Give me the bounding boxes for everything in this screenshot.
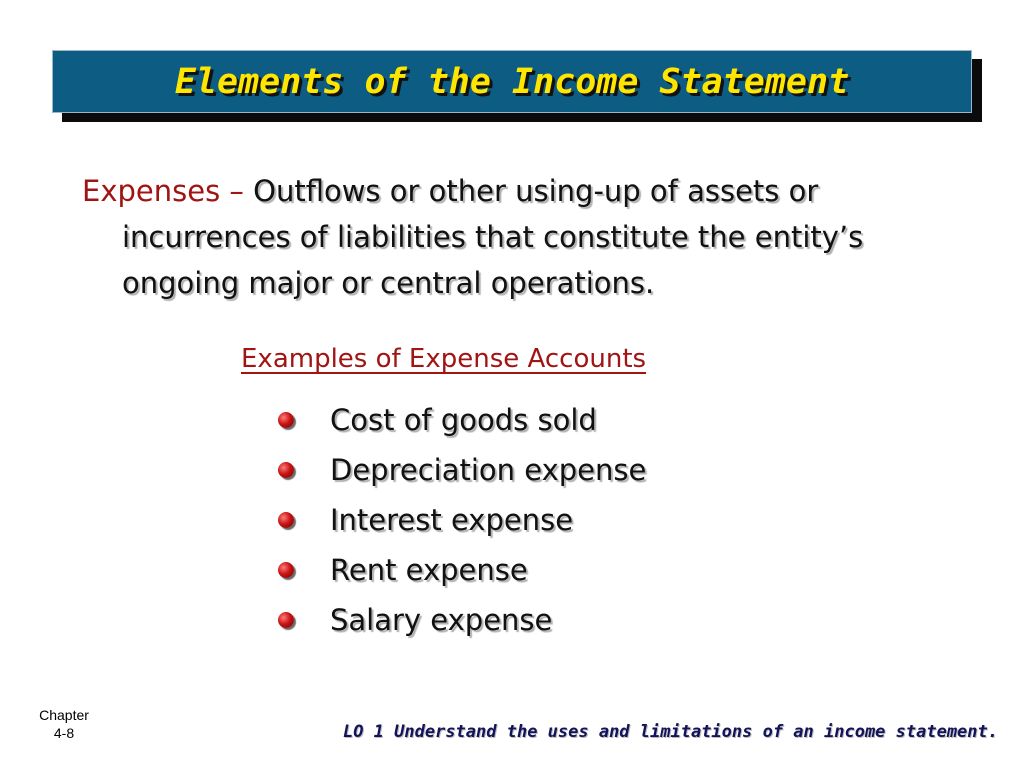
definition-line-1 xyxy=(82,168,982,214)
definition-line-2: incurrences of liabilities that constitute the entity’s xyxy=(122,220,864,254)
title-banner xyxy=(52,50,972,113)
list-item xyxy=(278,595,646,645)
definition-term: Expenses xyxy=(82,174,221,208)
definition-text-1: Outflows or other using-up of assets or xyxy=(243,174,819,208)
bullet-icon xyxy=(278,612,294,628)
bullet-icon xyxy=(278,462,294,478)
definition-dash: – xyxy=(229,174,244,208)
chapter-number: 4-8 xyxy=(53,725,75,741)
list-item xyxy=(278,445,646,495)
bullet-icon xyxy=(278,512,294,528)
definition-line-3: ongoing major or central operations. xyxy=(122,266,655,300)
list-item-label: Rent expense xyxy=(330,553,528,587)
bullet-icon xyxy=(278,412,294,428)
expense-accounts-list xyxy=(278,395,646,645)
list-item xyxy=(278,395,646,445)
list-item xyxy=(278,495,646,545)
list-item-label: Salary expense xyxy=(330,603,553,637)
chapter-word: Chapter xyxy=(39,707,89,723)
list-item xyxy=(278,545,646,595)
chapter-label xyxy=(14,706,114,742)
slide-title: Elements of the Income Statement xyxy=(174,61,850,102)
bullet-icon xyxy=(278,562,294,578)
examples-heading: Examples of Expense Accounts xyxy=(241,344,647,374)
list-item-label: Depreciation expense xyxy=(330,453,647,487)
list-item-label: Interest expense xyxy=(330,503,574,537)
list-item-label: Cost of goods sold xyxy=(330,403,597,437)
learning-objective: LO 1 Understand the uses and limitations of an income statement. xyxy=(342,722,998,742)
expense-definition xyxy=(82,168,982,306)
